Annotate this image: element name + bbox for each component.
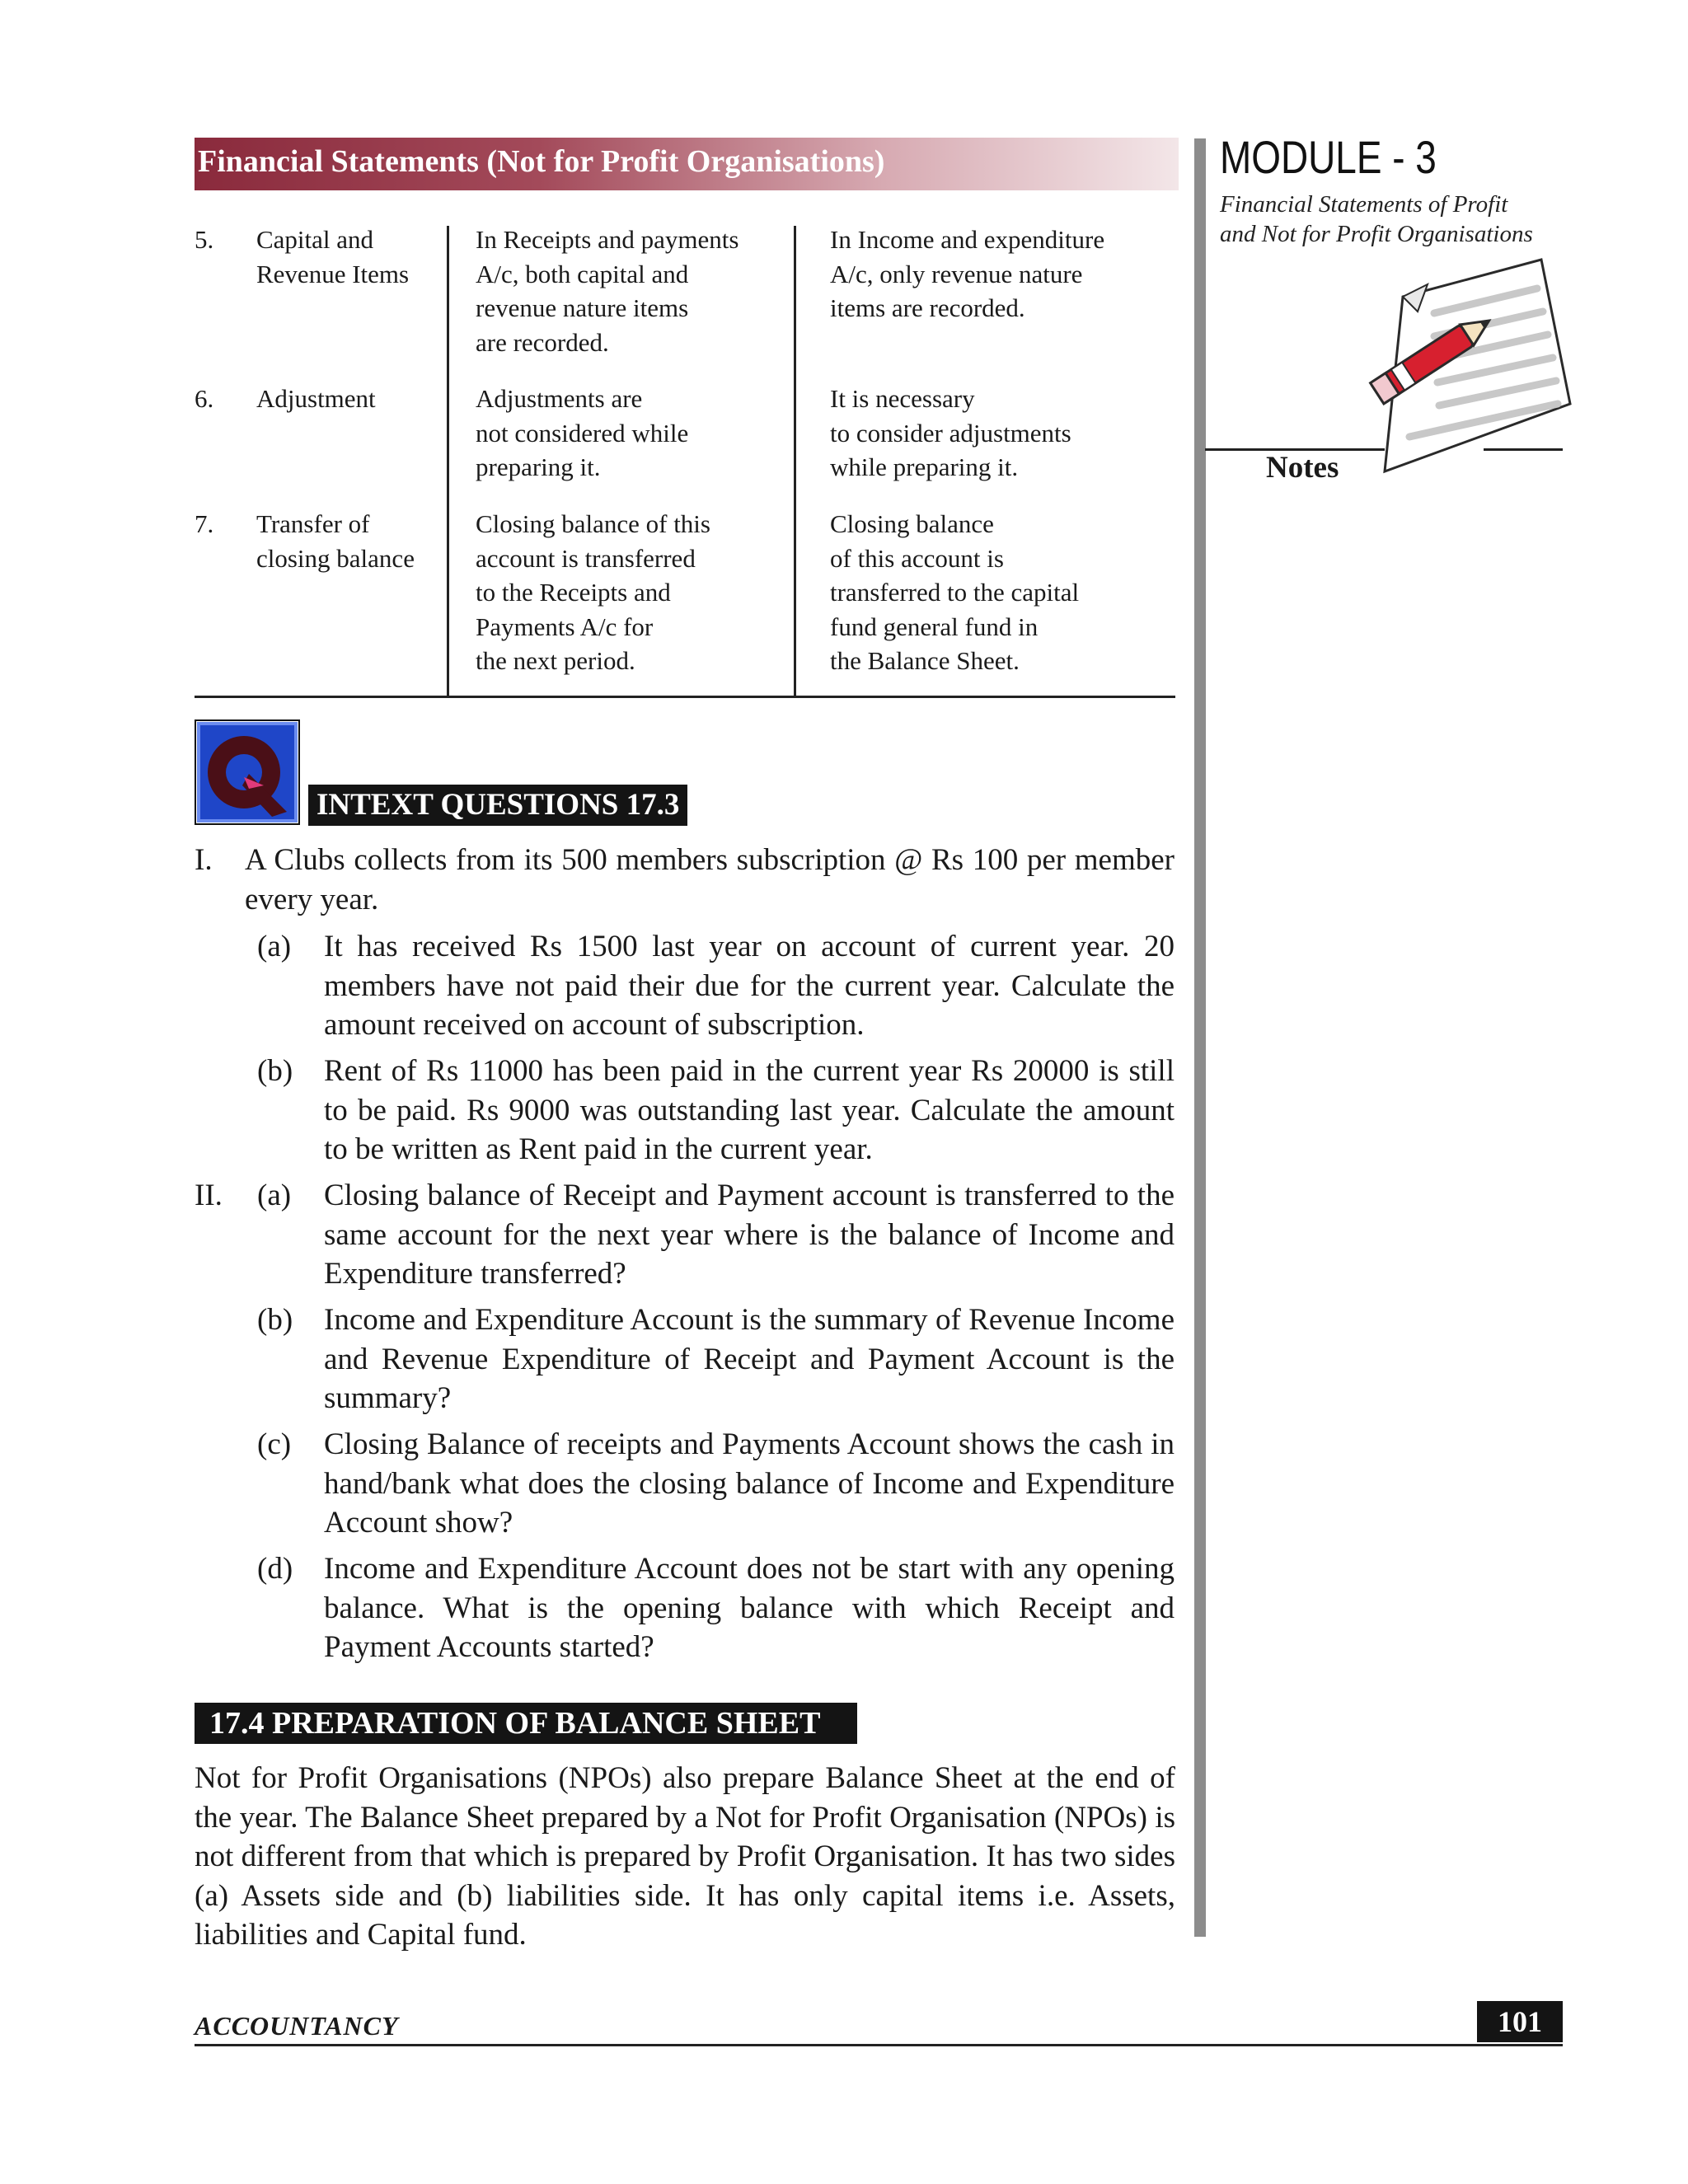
table-cell-item: Transfer of closing balance bbox=[256, 509, 415, 573]
table-cell-receipts-payments: Closing balance of this account is transferred to the Receipts and Payments A/c for the next period. bbox=[476, 509, 710, 675]
table-cell-item: Adjustment bbox=[256, 384, 376, 413]
footer-rule bbox=[195, 2044, 1563, 2046]
subquestion-text: It has received Rs 1500 last year on account of current year. 20 members have not paid their due for the current year. Calculate the amount received on account of subscription. bbox=[324, 930, 1175, 1042]
table-column-rule bbox=[794, 226, 796, 697]
subquestion-text: Closing balance of Receipt and Payment account is transferred to the same account for the next year where is the balance of Income and Expenditure transferred? bbox=[324, 1179, 1175, 1291]
module-subtitle-line1: Financial Statements of Profit bbox=[1220, 191, 1508, 218]
table-cell-income-expenditure: Closing balance of this account is transferred to the capital fund general fund in the Balance Sheet. bbox=[830, 509, 1080, 675]
module-subtitle-line2: and Not for Profit Organisations bbox=[1220, 221, 1533, 247]
table-cell-receipts-payments: Adjustments are not considered while preparing it. bbox=[476, 384, 689, 481]
subquestion-marker: (c) bbox=[257, 1427, 292, 1461]
notepad-with-pencil-icon bbox=[1352, 247, 1574, 482]
question-text: A Clubs collects from its 500 members subscription @ Rs 100 per member every year. bbox=[245, 843, 1175, 916]
table-row-number: 7. bbox=[195, 509, 214, 538]
notes-label: Notes bbox=[1266, 451, 1339, 485]
table-cell-item: Capital and Revenue Items bbox=[256, 225, 410, 288]
page-header-title: Financial Statements (Not for Profit Organisations) bbox=[198, 144, 885, 179]
notes-rule-right bbox=[1484, 448, 1563, 451]
intext-questions-label: INTEXT QUESTIONS 17.3 bbox=[308, 785, 687, 826]
section-paragraph: Not for Profit Organisations (NPOs) also prepare Balance Sheet at the end of the year. The Balance Sheet prepared by a Not for Profit Organisation (NPOs) is not different from that which is prepared by Profit Organisation. It has two sides (a) Assets side and (b) liabilities side. It has only capital items i.e. Assets, liabilities and Capital fund. bbox=[195, 1761, 1175, 1952]
subquestion-marker: (d) bbox=[257, 1552, 293, 1586]
subquestion-text: Rent of Rs 11000 has been paid in the current year Rs 20000 is still to be paid. Rs 9000 was outstanding last year. Calculate the amount to be written as Rent paid in the current year. bbox=[324, 1054, 1175, 1166]
footer-subject-label: ACCOUNTANCY bbox=[195, 2011, 399, 2041]
subquestion-text: Closing Balance of receipts and Payments Account shows the cash in hand/bank what does the closing balance of Income and Expenditure Account show? bbox=[324, 1427, 1175, 1540]
question-marker: I. bbox=[195, 843, 213, 877]
table-cell-receipts-payments: In Receipts and payments A/c, both capital and revenue nature items are recorded. bbox=[476, 225, 739, 357]
margin-divider bbox=[1194, 138, 1206, 1937]
question-marker: II. bbox=[195, 1179, 223, 1212]
table-bottom-rule bbox=[195, 696, 1175, 698]
subquestion-marker: (a) bbox=[257, 930, 292, 963]
section-title: 17.4 PREPARATION OF BALANCE SHEET bbox=[209, 1706, 821, 1741]
table-column-rule bbox=[447, 226, 449, 697]
subquestion-text: Income and Expenditure Account does not be start with any opening balance. What is the opening balance with which Receipt and Payment Accounts started? bbox=[324, 1552, 1175, 1664]
table-row-number: 5. bbox=[195, 225, 214, 254]
subquestion-text: Income and Expenditure Account is the summary of Revenue Income and Revenue Expenditure of Receipt and Payment Account is the summary? bbox=[324, 1303, 1175, 1415]
subquestion-marker: (b) bbox=[257, 1054, 293, 1088]
subquestion-marker: (b) bbox=[257, 1303, 293, 1337]
module-title: MODULE - 3 bbox=[1220, 131, 1437, 183]
table-cell-income-expenditure: It is necessary to consider adjustments while preparing it. bbox=[830, 384, 1071, 481]
page-number: 101 bbox=[1498, 2005, 1542, 2038]
subquestion-marker: (a) bbox=[257, 1179, 292, 1212]
table-cell-income-expenditure: In Income and expenditure A/c, only revenue nature items are recorded. bbox=[830, 225, 1105, 322]
table-row-number: 6. bbox=[195, 384, 214, 413]
question-q-icon bbox=[195, 719, 300, 825]
